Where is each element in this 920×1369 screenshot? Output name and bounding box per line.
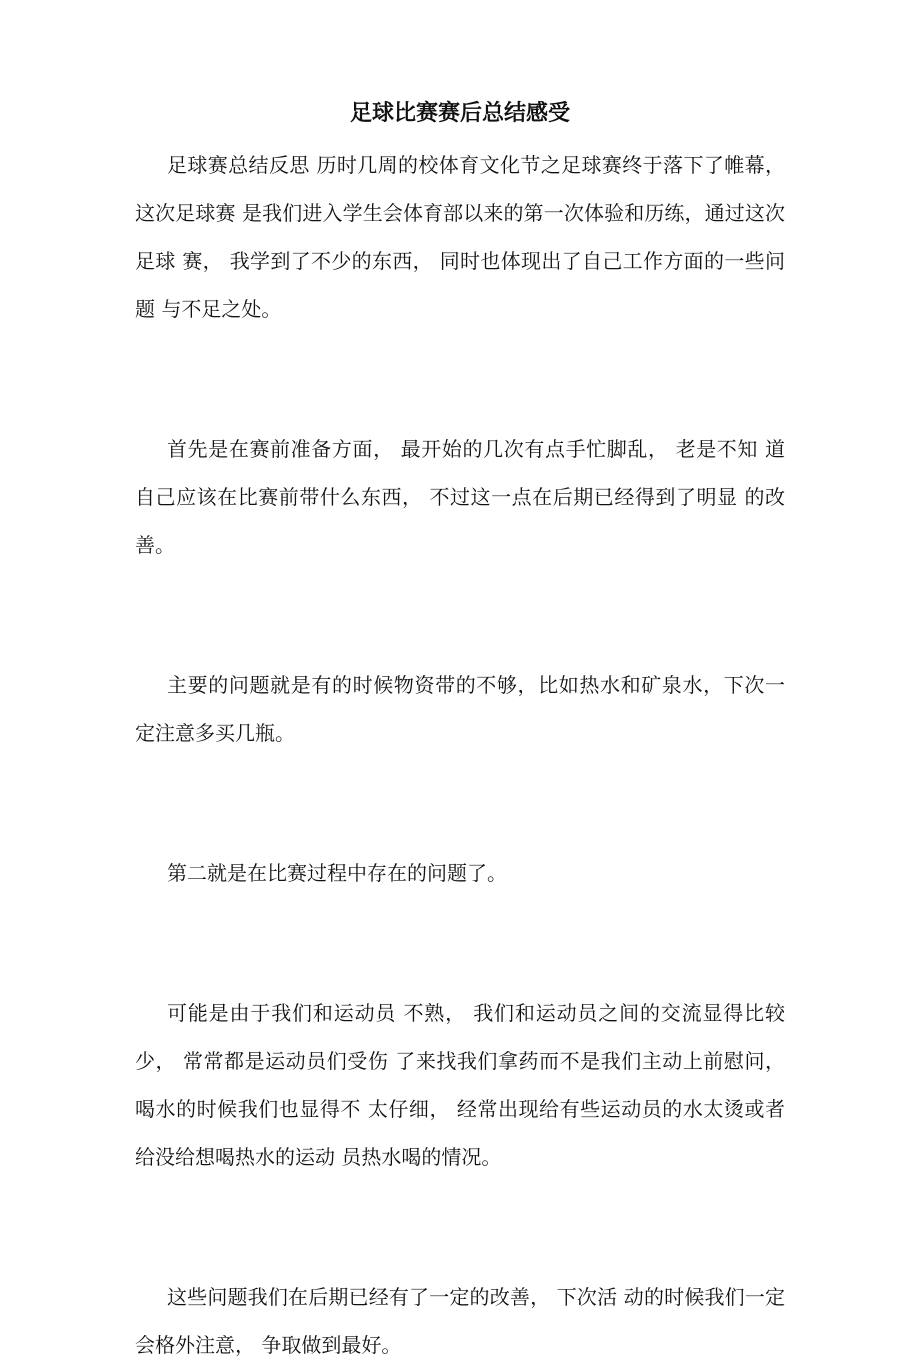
paragraph-3: 主要的问题就是有的时候物资带的不够，比如热水和矿泉水，下次一定注意多买几瓶。 — [135, 673, 785, 745]
paragraph-6: 这些问题我们在后期已经有了一定的改善， 下次活 动的时候我们一定会格外注意， 争取做到最好。 — [135, 1285, 785, 1357]
document-title: 足球比赛赛后总结感受 — [349, 100, 570, 126]
paragraph-1: 足球赛总结反思 历时几周的校体育文化节之足球赛终于落下了帷幕， 这次足球赛 是我们进入学生会体育部以来的第一次体验和历练，通过这次足球 赛， 我学到了不少的东西， 同时也体现出了自己工作方面的一些问题 与不足之处。 — [135, 153, 792, 321]
paragraph-2: 首先是在赛前准备方面， 最开始的几次有点手忙脚乱， 老是不知 道自己应该在比赛前带什么东西， 不过这一点在后期已经得到了明显 的改善。 — [135, 437, 785, 557]
paragraph-4: 第二就是在比赛过程中存在的问题了。 — [167, 861, 507, 885]
paragraph-5: 可能是由于我们和运动员 不熟， 我们和运动员之间的交流显得比较少， 常常都是运动员们受伤 了来找我们拿药而不是我们主动上前慰问， 喝水的时候我们也显得不 太仔细， 经常出现给有些运动员的水太烫或者给没给想喝热水的运动 员热水喝的情况。 — [135, 1001, 792, 1169]
document-body — [135, 141, 792, 1369]
